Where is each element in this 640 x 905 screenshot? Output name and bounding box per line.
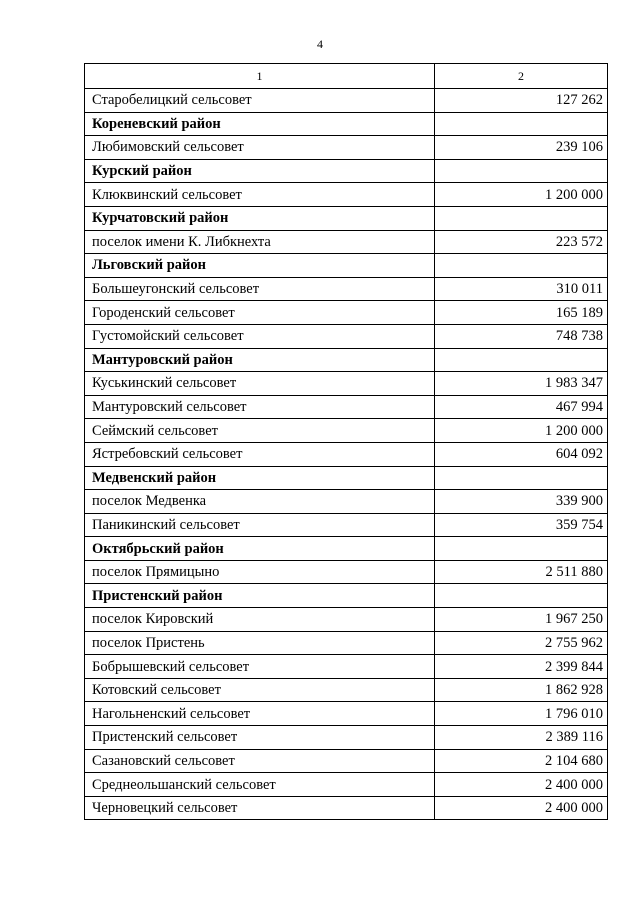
table-row: [85, 726, 608, 750]
page-number: 4: [317, 37, 323, 51]
amount-cell: [435, 159, 608, 183]
amount-cell: 239 106: [435, 136, 608, 160]
settlement-name: поселок Прямицыно: [85, 560, 435, 584]
amount-cell: 223 572: [435, 230, 608, 254]
table-row: [85, 89, 608, 113]
district-name: Курчатовский район: [85, 206, 435, 230]
column-header-row: [85, 64, 608, 89]
district-name: Пристенский район: [85, 584, 435, 608]
settlement-name: Черновецкий сельсовет: [85, 796, 435, 820]
amount-cell: 2 104 680: [435, 749, 608, 773]
allocation-table: [84, 63, 608, 820]
amount-cell: [435, 112, 608, 136]
amount-cell: 1 967 250: [435, 608, 608, 632]
settlement-name: Паникинский сельсовет: [85, 513, 435, 537]
settlement-name: Клюквинский сельсовет: [85, 183, 435, 207]
amount-cell: 359 754: [435, 513, 608, 537]
district-row: [85, 159, 608, 183]
settlement-name: поселок Кировский: [85, 608, 435, 632]
table-row: [85, 608, 608, 632]
district-row: [85, 206, 608, 230]
district-row: [85, 112, 608, 136]
table-body: [85, 89, 608, 820]
settlement-name: Большеугонский сельсовет: [85, 277, 435, 301]
amount-cell: 748 738: [435, 324, 608, 348]
amount-cell: [435, 206, 608, 230]
amount-cell: [435, 254, 608, 278]
column-header-1: 1: [85, 64, 435, 89]
amount-cell: 2 399 844: [435, 655, 608, 679]
district-row: [85, 584, 608, 608]
column-header-2: 2: [435, 64, 608, 89]
settlement-name: Среднеольшанский сельсовет: [85, 773, 435, 797]
table-row: [85, 301, 608, 325]
amount-cell: 2 389 116: [435, 726, 608, 750]
table-row: [85, 702, 608, 726]
settlement-name: Бобрышевский сельсовет: [85, 655, 435, 679]
table-row: [85, 513, 608, 537]
table-row: [85, 749, 608, 773]
table-row: [85, 678, 608, 702]
amount-cell: 310 011: [435, 277, 608, 301]
settlement-name: Любимовский сельсовет: [85, 136, 435, 160]
table-row: [85, 442, 608, 466]
table-row: [85, 419, 608, 443]
settlement-name: Нагольненский сельсовет: [85, 702, 435, 726]
district-row: [85, 348, 608, 372]
amount-cell: 604 092: [435, 442, 608, 466]
table-row: [85, 560, 608, 584]
amount-cell: 1 796 010: [435, 702, 608, 726]
amount-cell: [435, 466, 608, 490]
district-name: Медвенский район: [85, 466, 435, 490]
settlement-name: поселок имени К. Либкнехта: [85, 230, 435, 254]
amount-cell: 467 994: [435, 395, 608, 419]
table-row: [85, 796, 608, 820]
district-row: [85, 466, 608, 490]
amount-cell: [435, 348, 608, 372]
settlement-name: поселок Медвенка: [85, 490, 435, 514]
settlement-name: Сеймский сельсовет: [85, 419, 435, 443]
table-row: [85, 183, 608, 207]
settlement-name: Мантуровский сельсовет: [85, 395, 435, 419]
amount-cell: 1 983 347: [435, 372, 608, 396]
district-row: [85, 254, 608, 278]
amount-cell: [435, 584, 608, 608]
table-row: [85, 631, 608, 655]
district-name: Кореневский район: [85, 112, 435, 136]
district-name: Мантуровский район: [85, 348, 435, 372]
amount-cell: 2 400 000: [435, 773, 608, 797]
amount-cell: [435, 537, 608, 561]
table-row: [85, 230, 608, 254]
district-name: Льговский район: [85, 254, 435, 278]
table-row: [85, 324, 608, 348]
settlement-name: Котовский сельсовет: [85, 678, 435, 702]
settlement-name: Куськинский сельсовет: [85, 372, 435, 396]
district-row: [85, 537, 608, 561]
table-row: [85, 655, 608, 679]
table-row: [85, 372, 608, 396]
amount-cell: 1 862 928: [435, 678, 608, 702]
amount-cell: 1 200 000: [435, 419, 608, 443]
settlement-name: Пристенский сельсовет: [85, 726, 435, 750]
settlement-name: поселок Пристень: [85, 631, 435, 655]
table-row: [85, 395, 608, 419]
table-row: [85, 136, 608, 160]
amount-cell: 2 755 962: [435, 631, 608, 655]
table-row: [85, 773, 608, 797]
amount-cell: 2 511 880: [435, 560, 608, 584]
amount-cell: 339 900: [435, 490, 608, 514]
amount-cell: 1 200 000: [435, 183, 608, 207]
district-name: Октябрьский район: [85, 537, 435, 561]
settlement-name: Старобелицкий сельсовет: [85, 89, 435, 113]
amount-cell: 127 262: [435, 89, 608, 113]
settlement-name: Ястребовский сельсовет: [85, 442, 435, 466]
district-name: Курский район: [85, 159, 435, 183]
amount-cell: 2 400 000: [435, 796, 608, 820]
amount-cell: 165 189: [435, 301, 608, 325]
settlement-name: Густомойский сельсовет: [85, 324, 435, 348]
settlement-name: Городенский сельсовет: [85, 301, 435, 325]
table-row: [85, 490, 608, 514]
settlement-name: Сазановский сельсовет: [85, 749, 435, 773]
table-row: [85, 277, 608, 301]
